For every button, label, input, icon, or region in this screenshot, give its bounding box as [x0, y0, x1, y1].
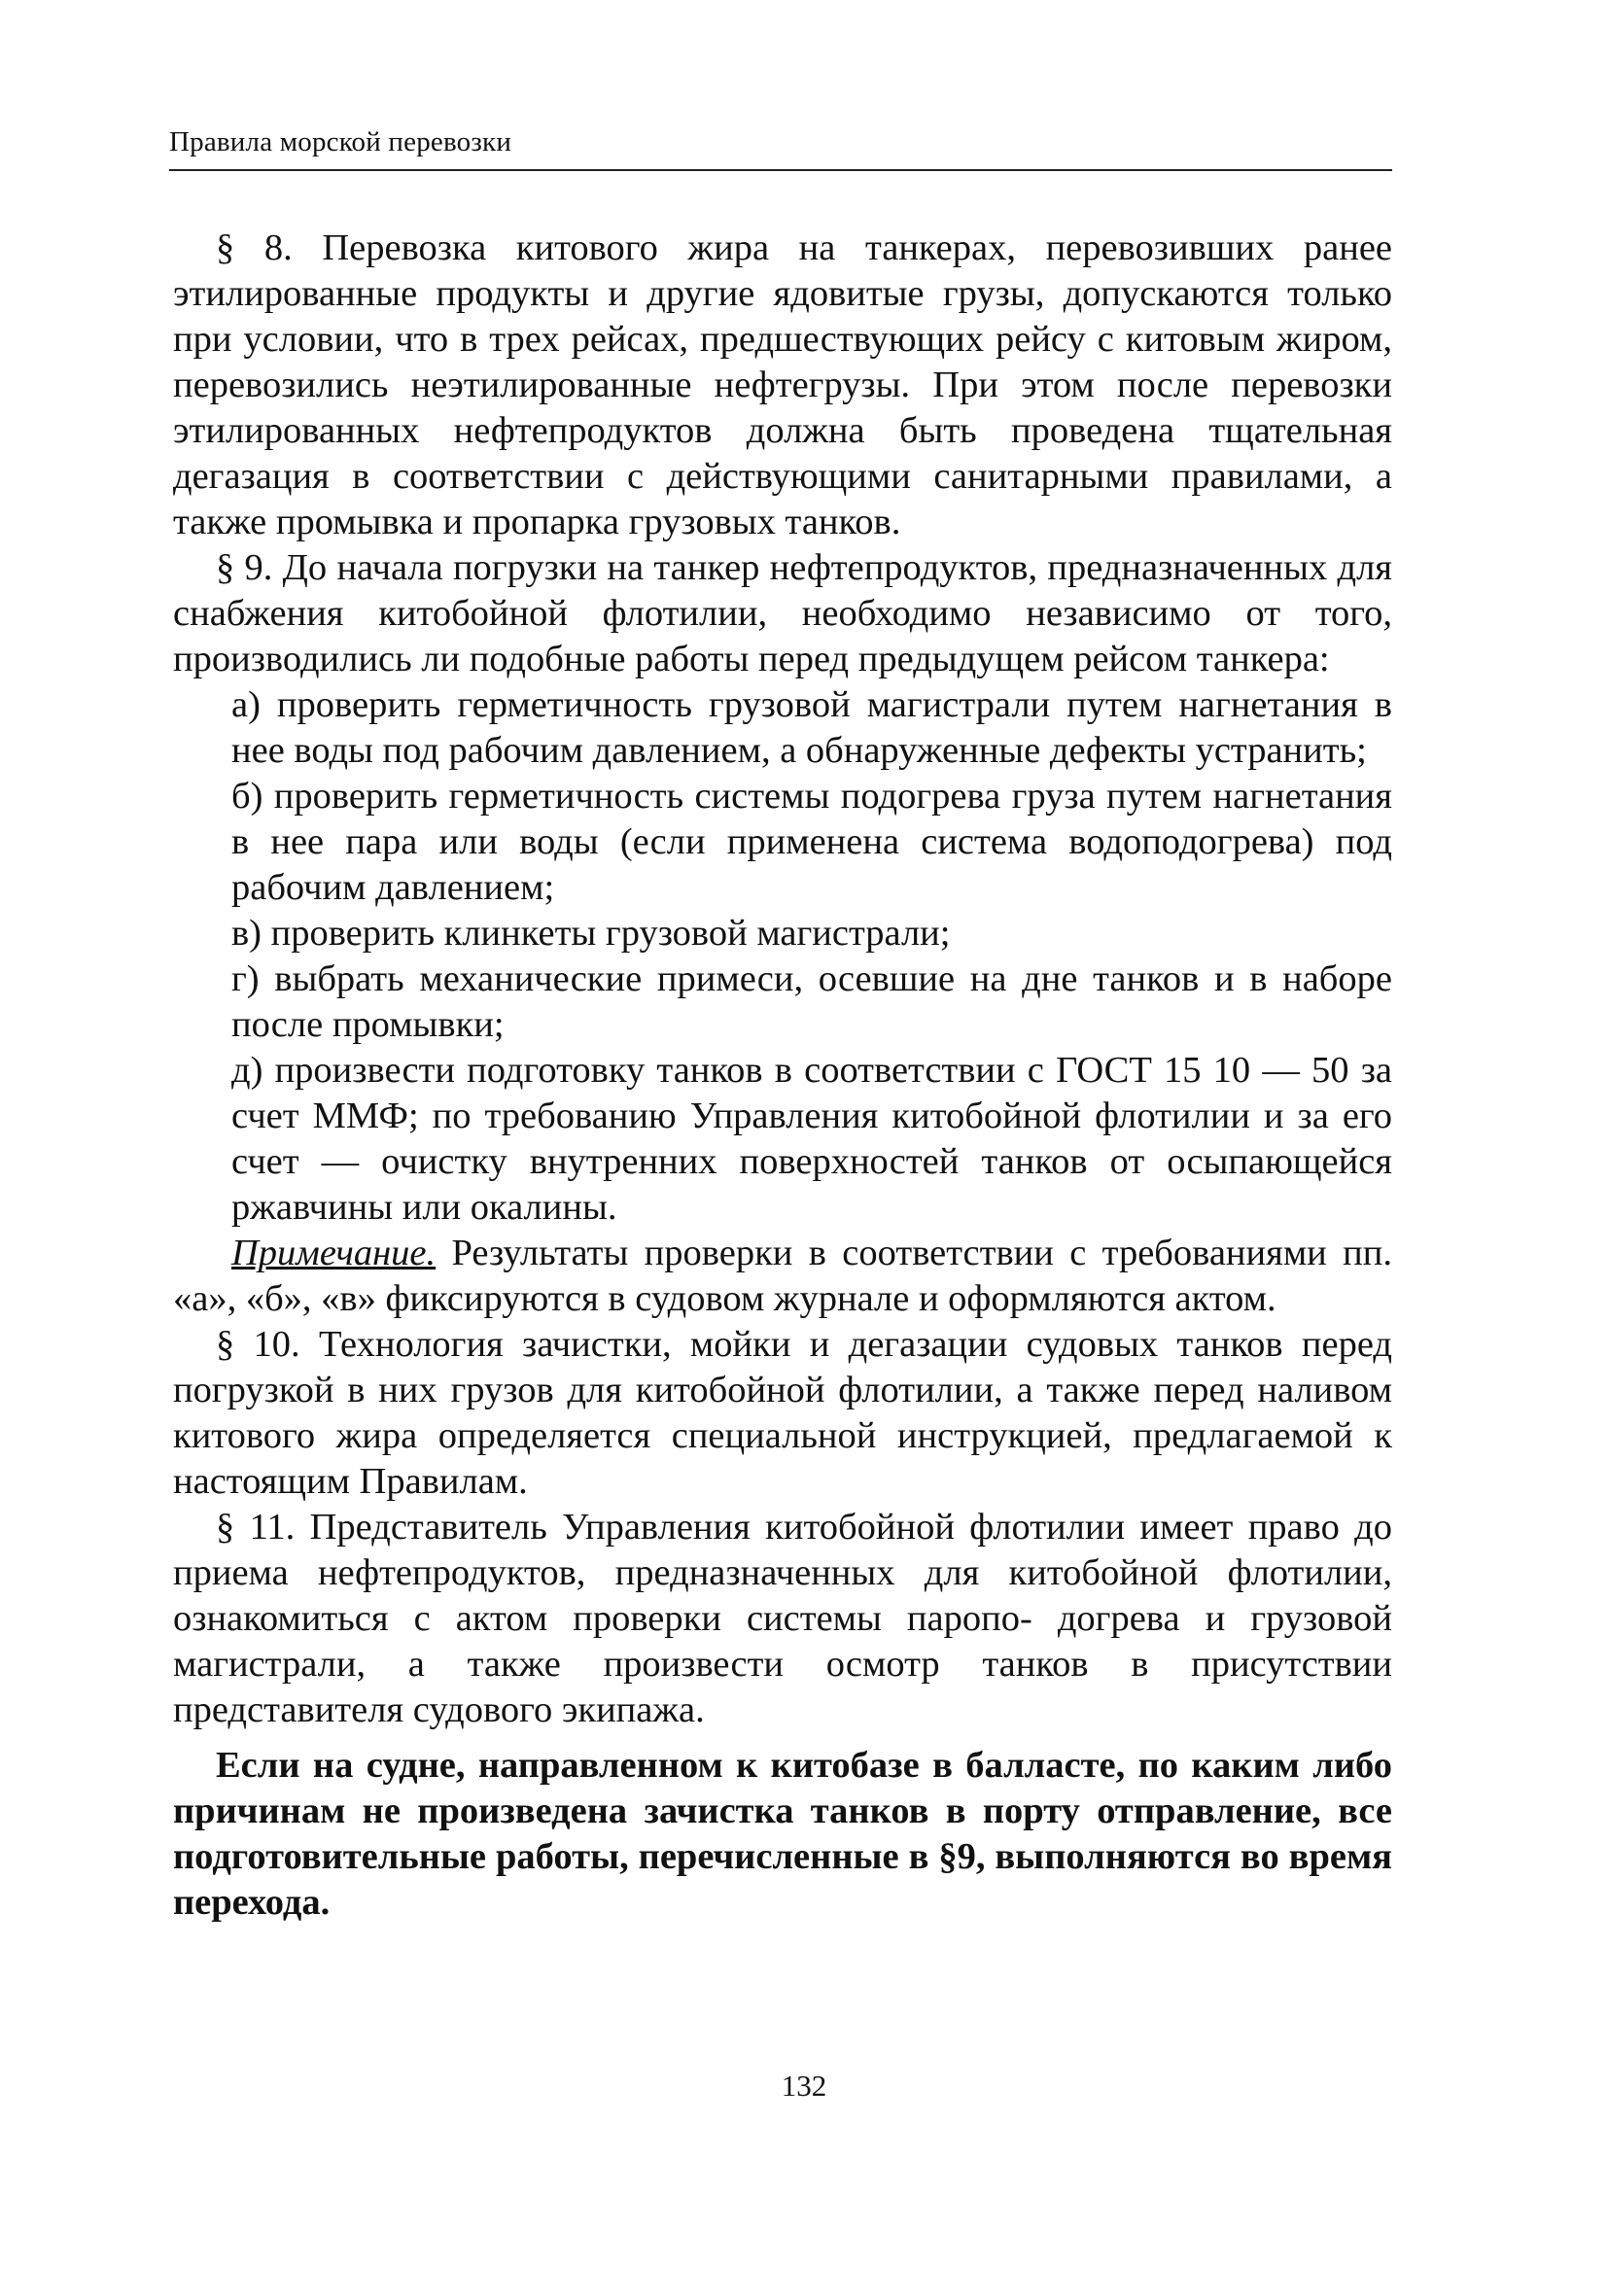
note: [173, 1231, 1392, 1322]
paragraph-8: § 8. Перевозка китового жира на танкерах, перевозивших ранее этилированные продукты и другие ядовитые грузы, допускаются только при условии, что в трех рейсах, предшествующих рейсу с китовым жиром, перевозились неэтилированные нефтегрузы. При этом после перевозки этилированных нефтепродуктов должна быть проведена тщательная дегазация в соответствии с действующими санитарными правилами, а также промывка и пропарка грузовых танков.: [173, 227, 1392, 542]
list-item-v: в) проверить клинкеты грузовой магистрали;: [231, 913, 951, 954]
list-item-d: д) произвести подготовку танков в соответствии с ГОСТ 15 10 — 50 за счет ММФ; по требованию Управления китобойной флотилии и за его счет — очистку внутренних поверхностей танков от осыпающейся ржавчины или окалины.: [231, 1050, 1392, 1228]
note-label: Примечание.: [231, 1233, 437, 1273]
page-body: [173, 226, 1392, 1926]
final-paragraph: Если на судне, направленном к китобазе в балласте, по каким либо причинам не произведена зачистка танков в порту отправление, все подготовительные работы, перечисленные в §9, выполняются во время перехода.: [173, 1745, 1392, 1923]
paragraph-10: § 10. Технология зачистки, мойки и дегазации судовых танков перед погрузкой в них грузов для китобойной флотилии, а также перед наливом китового жира определяется специальной инструкцией, предлагаемой к настоящим Правилам.: [173, 1324, 1392, 1502]
note-text: Результаты проверки в соответствии с требованиями пп. «а», «б», «в» фиксируются в судовом журнале и оформляются актом.: [173, 1233, 1392, 1319]
running-head: Правила морской перевозки: [169, 126, 512, 157]
list-item-b: б) проверить герметичность системы подогрева груза путем нагнетания в нее пара или воды (если применена система водоподогрева) под рабочим давлением;: [231, 776, 1392, 908]
list-item-a: а) проверить герметичность грузовой магистрали путем нагнетания в нее воды под рабочим давлением, а обнаруженные дефекты устранить;: [231, 684, 1392, 771]
header-rule: [169, 169, 1392, 171]
paragraph-9: § 9. До начала погрузки на танкер нефтепродуктов, предназначенных для снабжения китобойной флотилии, необходимо независимо от того, производились ли подобные работы перед предыдущем рейсом танкера:: [173, 547, 1392, 679]
page-number: 132: [781, 2069, 827, 2103]
list-item-g: г) выбрать механические примеси, осевшие на дне танков и в наборе после промывки;: [231, 958, 1392, 1045]
paragraph-11: § 11. Представитель Управления китобойной флотилии имеет право до приема нефтепродуктов, предназначенных для китобойной флотилии, ознакомиться с актом проверки системы паропо- догрева и грузовой магистрали, а также произвести осмотр танков в присутствии представителя судового экипажа.: [173, 1507, 1392, 1730]
